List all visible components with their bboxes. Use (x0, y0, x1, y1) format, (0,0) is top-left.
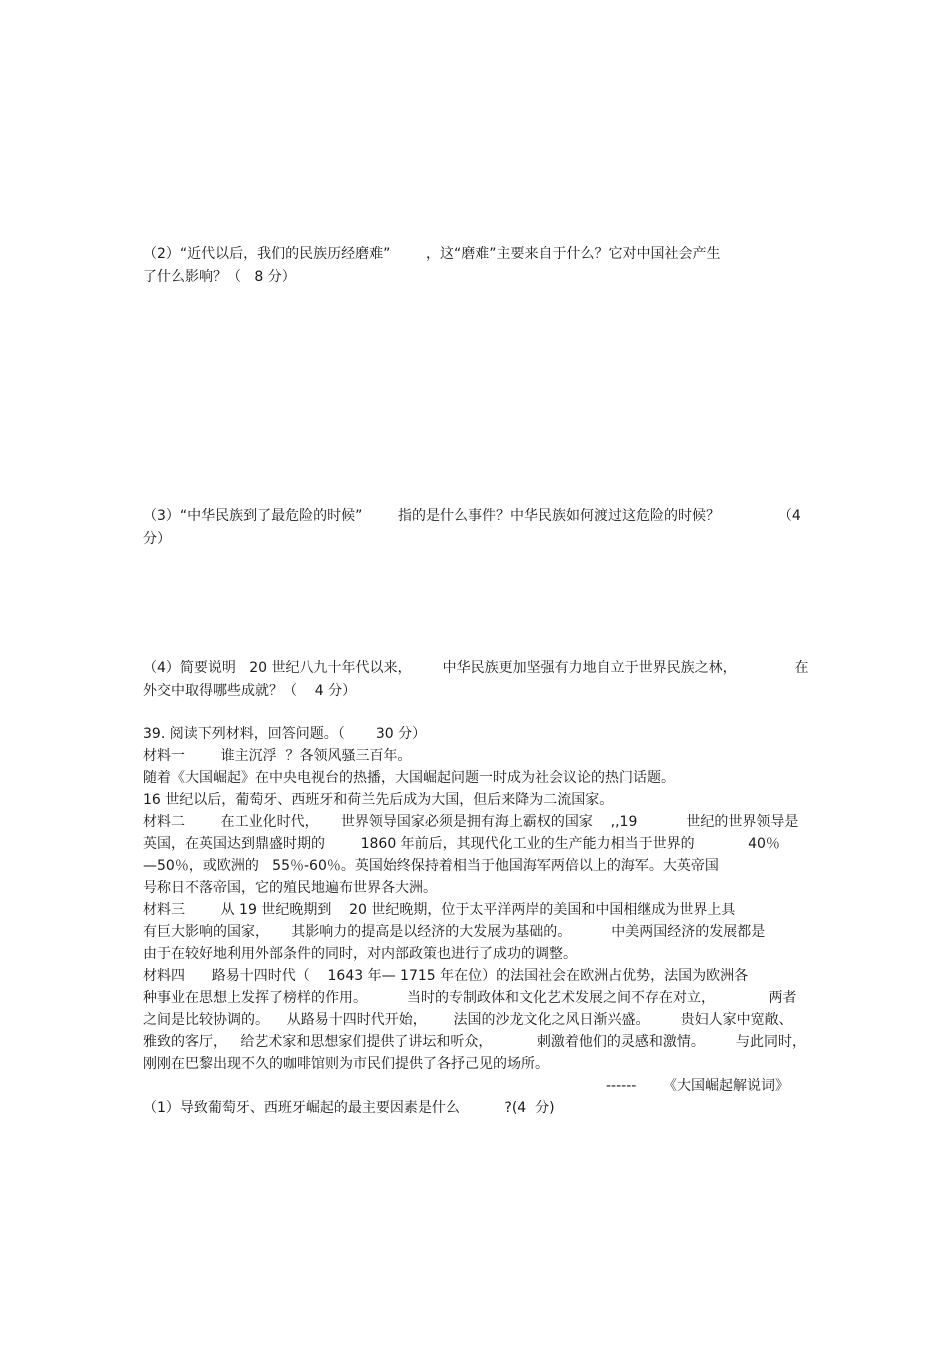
material-2-line-3: —50％，或欧洲的 55％-60％。英国始终保持着相当于他国海军两倍以上的海军。大英帝国 (143, 858, 719, 874)
q39-heading: 39. 阅读下列材料，回答问题。（ 30 分） (143, 726, 427, 742)
material-2-line-4: 号称日不落帝国，它的殖民地遍布世界各大洲。 (143, 880, 437, 896)
q3-line-1: （3）“中华民族到了最危险的时候” 指的是什么事件？中华民族如何渡过这危险的时候？ （4 (143, 508, 801, 524)
material-3-line-2: 有巨大影响的国家， 其影响力的提高是以经济的大发展为基础的。 中美两国经济的发展都是 (143, 924, 766, 940)
material-3-line-1: 材料三 从 19 世纪晚期到 20 世纪晚期，位于太平洋两岸的美国和中国相继成为世界上具 (143, 902, 736, 918)
material-4-line-1: 材料四 路易十四时代（ 1643 年— 1715 年在位）的法国社会在欧洲占优势，法国为欧洲各 (143, 968, 749, 984)
material-1-line-2: 随着《大国崛起》在中央电视台的热播，大国崛起问题一时成为社会议论的热门话题。 (143, 770, 675, 786)
material-4-line-4: 雅致的客厅， 给艺术家和思想家们提供了讲坛和听众， 刺激着他们的灵感和激情。 与此同时， (143, 1034, 807, 1050)
material-4-line-3: 之间是比较协调的。 从路易十四时代开始， 法国的沙龙文化之风日渐兴盛。 贵妇人家中宽敞、 (143, 1012, 793, 1028)
material-4-line-5: 刚刚在巴黎出现不久的咖啡馆则为市民们提供了各抒己见的场所。 (143, 1056, 549, 1072)
source-citation: ------ 《大国崛起解说词》 (606, 1078, 790, 1094)
material-4-line-2: 种事业在思想上发挥了榜样的作用。 当时的专制政体和文化艺术发展之间不存在对立， 两者 (143, 990, 797, 1006)
material-1-line-3: 16 世纪以后，葡萄牙、西班牙和荷兰先后成为大国，但后来降为二流国家。 (143, 792, 614, 808)
material-2-line-2: 英国，在英国达到鼎盛时期的 1860 年前后，其现代化工业的生产能力相当于世界的 40％ (143, 836, 780, 852)
material-3-line-3: 由于在较好地利用外部条件的同时，对内部政策也进行了成功的调整。 (143, 946, 577, 962)
material-2-line-1: 材料二 在工业化时代， 世界领导国家必须是拥有海上霸权的国家 ,,19 世纪的世界领导是 (143, 814, 799, 830)
q2-line-2: 了什么影响？（ 8 分） (143, 269, 296, 285)
q4-line-1: （4）简要说明 20 世纪八九十年代以来， 中华民族更加坚强有力地自立于世界民族之林， 在 (143, 660, 809, 676)
q4-line-2: 外交中取得哪些成就？（ 4 分） (143, 683, 357, 699)
q2-line-1: （2）“近代以后，我们的民族历经磨难” ，这“磨难”主要来自于什么？它对中国社会产生 (143, 246, 721, 262)
sub-question-1: （1）导致葡萄牙、西班牙崛起的最主要因素是什么 ?(4 分) (143, 1100, 555, 1116)
q3-line-2: 分） (143, 531, 171, 547)
material-1-line-1: 材料一 谁主沉浮 ？各领风骚三百年。 (143, 748, 412, 764)
